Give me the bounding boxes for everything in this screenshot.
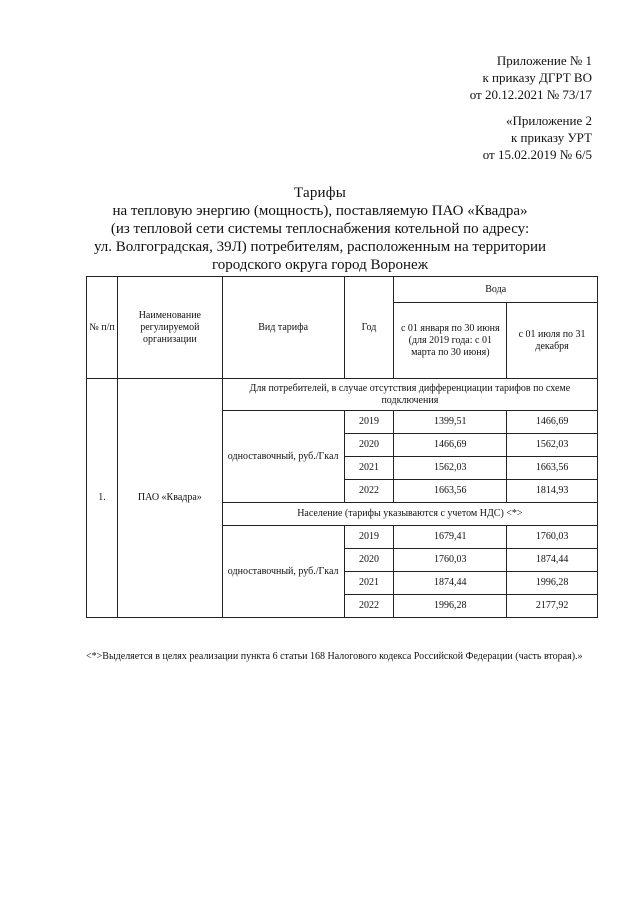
value-period-1: 1663,56	[394, 480, 507, 503]
value-period-2: 1466,69	[507, 411, 598, 434]
year-cell: 2021	[344, 572, 394, 595]
footnote: <*>Выделяется в целях реализации пункта 6 статьи 168 Налогового кодекса Российской Федерации (часть вторая).»	[86, 651, 583, 662]
title-line3: (из тепловой сети системы теплоснабжения котельной по адресу:	[110, 221, 530, 237]
title-line5: городского округа город Воронеж	[211, 257, 429, 273]
appendix-2-line1: «Приложение 2	[505, 113, 592, 128]
appendix-1-line1: Приложение № 1	[496, 53, 592, 68]
value-period-1: 1562,03	[394, 457, 507, 480]
header-period-2: с 01 июля по 31 декабря	[507, 303, 598, 379]
tariff-table	[86, 276, 598, 618]
appendix-2-line3: от 15.02.2019 № 6/5	[482, 147, 592, 162]
header-org: Наименование регулируемой организации	[117, 277, 222, 379]
header-period-1: с 01 января по 30 июня (для 2019 года: с 01 марта по 30 июня)	[394, 303, 507, 379]
appendix-1-line2: к приказу ДГРТ ВО	[482, 70, 592, 85]
value-period-1: 1760,03	[394, 549, 507, 572]
group-1-tariff-type: одноставочный, руб./Гкал	[222, 411, 344, 503]
header-num: № п/п	[87, 277, 118, 379]
value-period-2: 1814,93	[507, 480, 598, 503]
year-cell: 2020	[344, 549, 394, 572]
header-row-1	[87, 277, 598, 303]
value-period-1: 1874,44	[394, 572, 507, 595]
value-period-2: 1874,44	[507, 549, 598, 572]
value-period-1: 1466,69	[394, 434, 507, 457]
organization-name: ПАО «Квадра»	[117, 379, 222, 618]
title-line2: на тепловую энергию (мощность), поставляемую ПАО «Квадра»	[112, 203, 528, 219]
value-period-2: 1663,56	[507, 457, 598, 480]
header-year: Год	[344, 277, 394, 379]
title-line4: ул. Волгоградская, 39Л) потребителям, расположенным на территории	[93, 239, 547, 255]
row-number: 1.	[87, 379, 118, 618]
header-tariff-type: Вид тарифа	[222, 277, 344, 379]
value-period-1: 1679,41	[394, 526, 507, 549]
year-cell: 2019	[344, 411, 394, 434]
group-2-tariff-type: одноставочный, руб./Гкал	[222, 526, 344, 618]
year-cell: 2022	[344, 480, 394, 503]
year-cell: 2019	[344, 526, 394, 549]
value-period-2: 1996,28	[507, 572, 598, 595]
value-period-1: 1996,28	[394, 595, 507, 618]
header-water: Вода	[394, 277, 598, 303]
group-1-title: Для потребителей, в случае отсутствия дифференциации тарифов по схеме подключения	[222, 379, 597, 411]
document-title	[60, 184, 580, 274]
value-period-2: 1562,03	[507, 434, 598, 457]
year-cell: 2022	[344, 595, 394, 618]
appendix-2-line2: к приказу УРТ	[510, 130, 592, 145]
group-title-row	[87, 379, 598, 411]
value-period-1: 1399,51	[394, 411, 507, 434]
group-2-title: Население (тарифы указываются с учетом НДС) <*>	[222, 503, 597, 526]
appendix-1-line3: от 20.12.2021 № 73/17	[469, 87, 592, 102]
appendix-1-reference	[470, 52, 592, 103]
year-cell: 2020	[344, 434, 394, 457]
value-period-2: 1760,03	[507, 526, 598, 549]
appendix-2-reference	[483, 112, 592, 163]
title-line1: Тарифы	[294, 185, 346, 201]
year-cell: 2021	[344, 457, 394, 480]
value-period-2: 2177,92	[507, 595, 598, 618]
